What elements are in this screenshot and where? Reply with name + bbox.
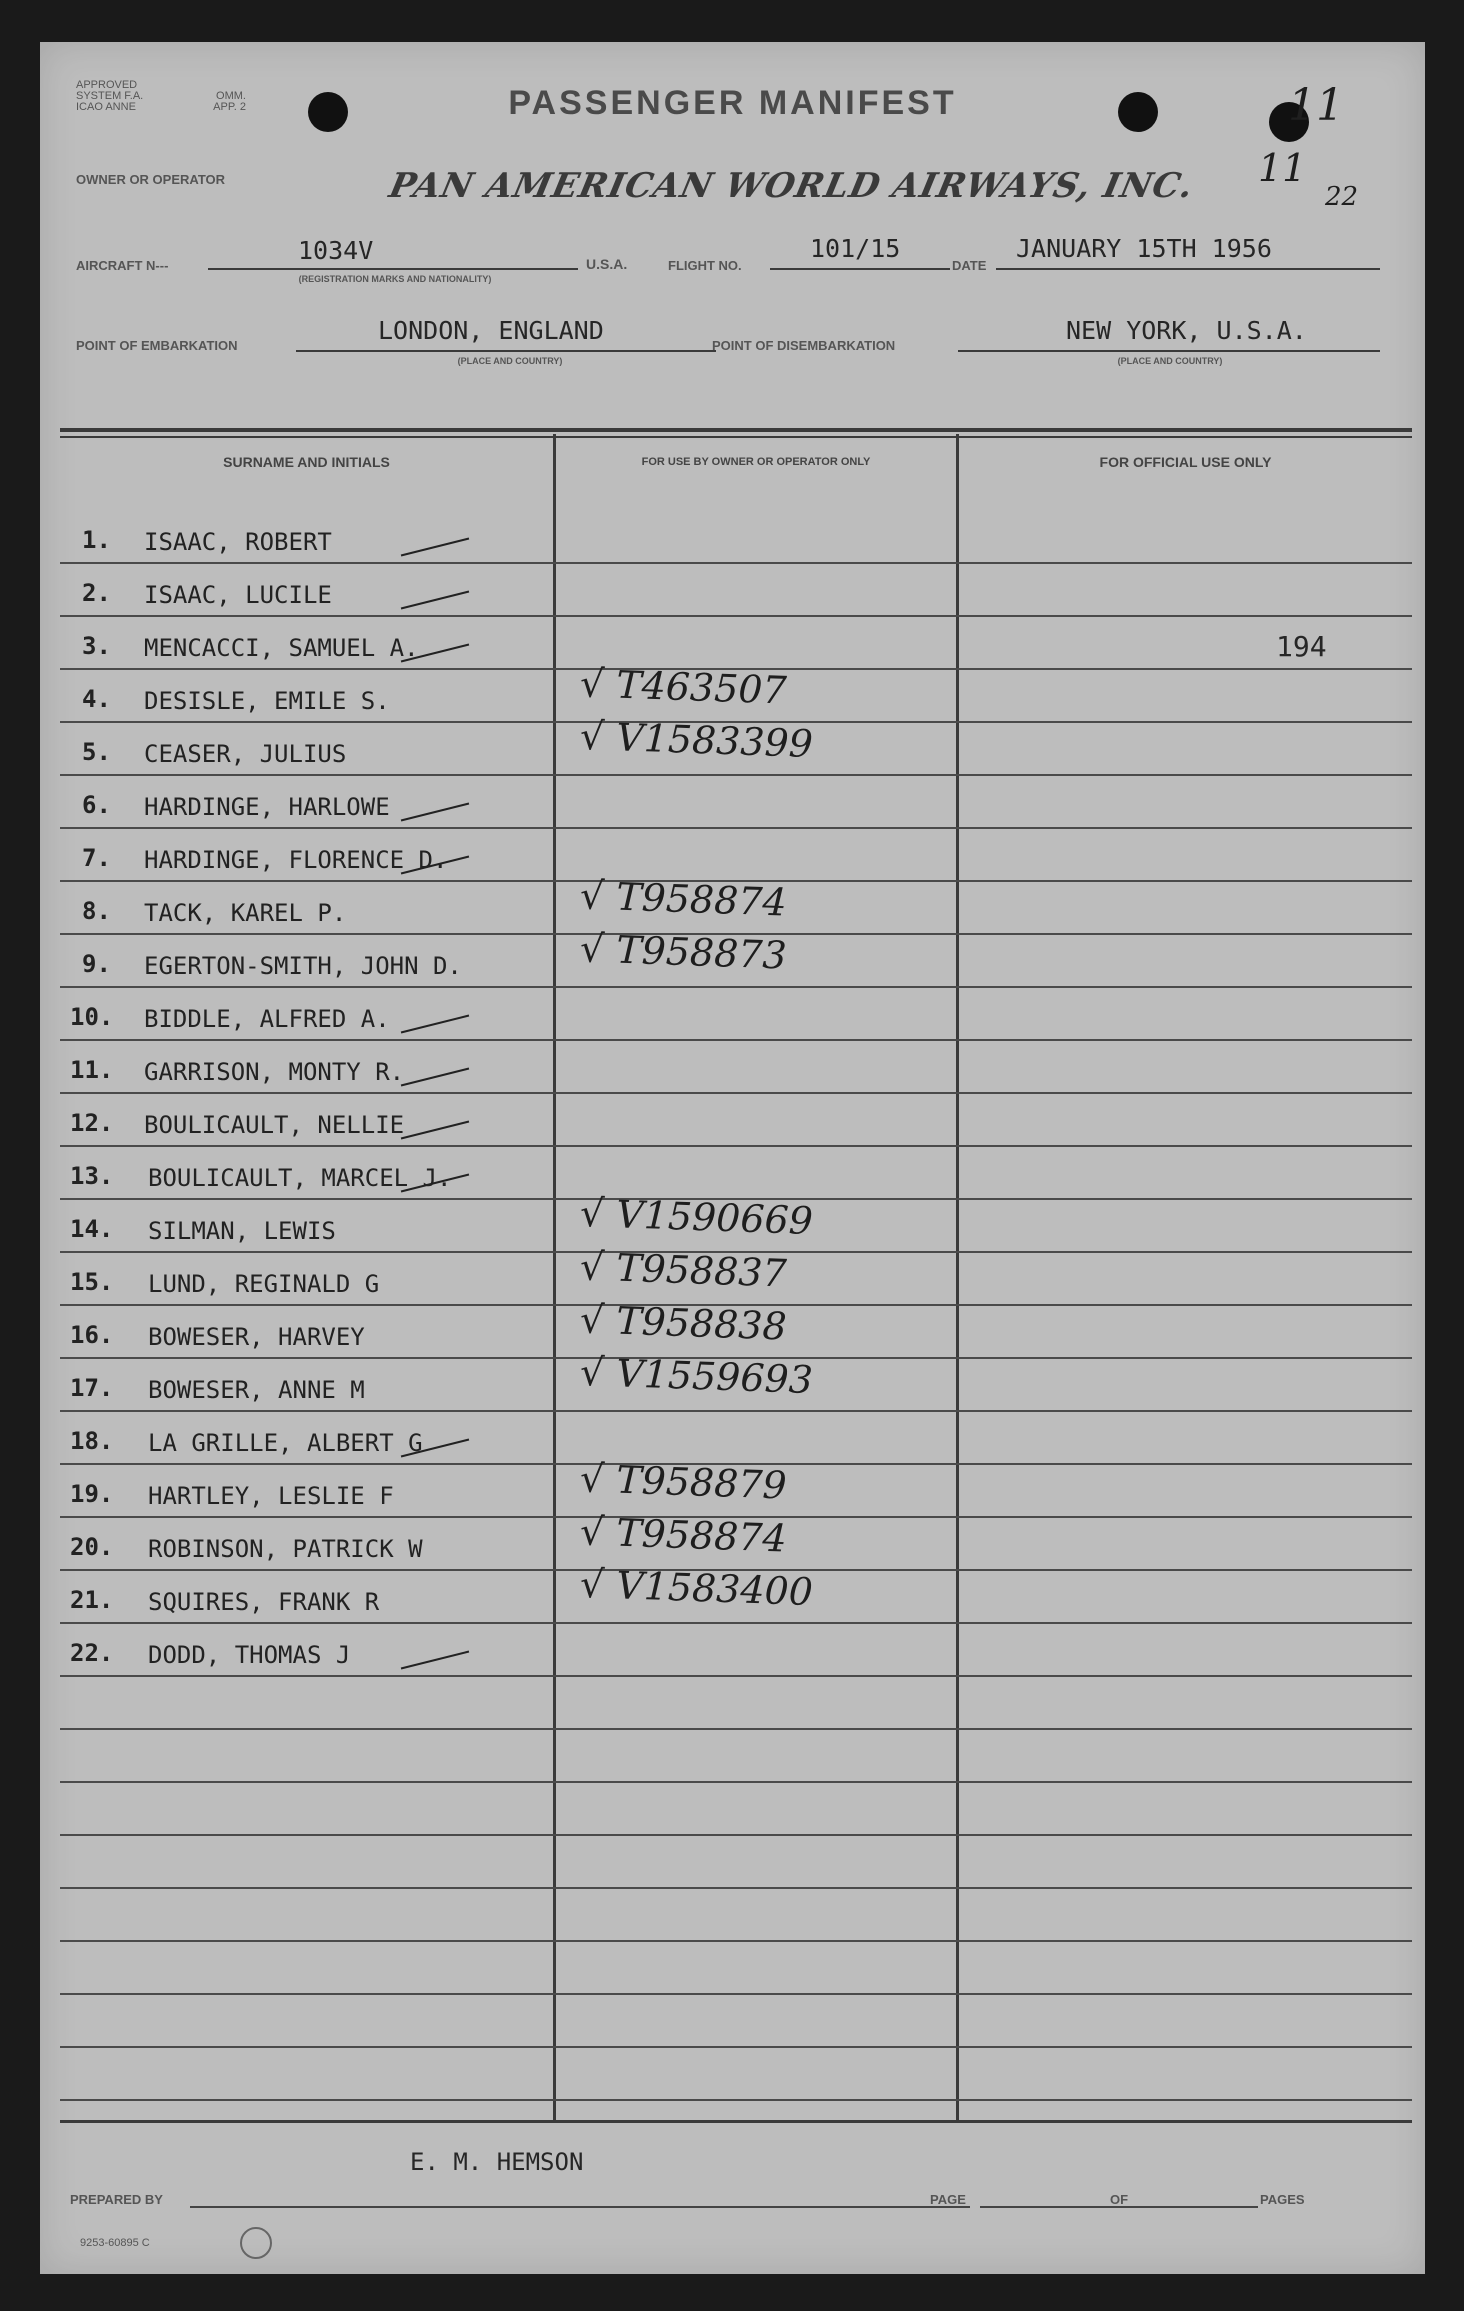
passenger-name: LA GRILLE, ALBERT G bbox=[148, 1429, 423, 1457]
embarkation-caption: (PLACE AND COUNTRY) bbox=[457, 356, 563, 366]
row-rule bbox=[60, 1675, 1412, 1677]
row-number: 11. bbox=[70, 1056, 114, 1084]
row-rule bbox=[60, 1622, 1412, 1624]
check-mark-icon bbox=[401, 803, 469, 822]
corner-mark: 11 bbox=[1288, 80, 1344, 131]
disembarkation-field bbox=[958, 312, 1380, 352]
row-rule bbox=[60, 1993, 1412, 1995]
row-rule bbox=[60, 615, 1412, 617]
of-line bbox=[1140, 2206, 1258, 2208]
approval-line: ICAO ANNE bbox=[76, 101, 136, 113]
column-header-owner: FOR USE BY OWNER OR OPERATOR ONLY bbox=[641, 456, 871, 468]
row-rule bbox=[60, 774, 1412, 776]
row-number: 8. bbox=[82, 897, 111, 925]
row-number: 18. bbox=[70, 1427, 114, 1455]
passenger-name: MENCACCI, SAMUEL A. bbox=[144, 634, 419, 662]
row-number: 15. bbox=[70, 1268, 114, 1296]
row-rule bbox=[60, 986, 1412, 988]
passenger-name: BIDDLE, ALFRED A. bbox=[144, 1005, 390, 1033]
page-title: PASSENGER MANIFEST bbox=[508, 84, 957, 122]
check-mark-icon bbox=[401, 591, 469, 610]
corner-mark: 22 bbox=[1325, 182, 1359, 212]
ticket-number: √ T463507 bbox=[579, 661, 788, 713]
approval-line: OMM. bbox=[216, 90, 246, 102]
date-value: JANUARY 15TH 1956 bbox=[1016, 234, 1272, 263]
ticket-number: √ T958873 bbox=[579, 926, 788, 978]
passenger-name: DESISLE, EMILE S. bbox=[144, 687, 390, 715]
date-label: DATE bbox=[952, 258, 987, 273]
passenger-name: HARTLEY, LESLIE F bbox=[148, 1482, 394, 1510]
row-rule bbox=[60, 1039, 1412, 1041]
table-bottom-rule bbox=[60, 2120, 1412, 2123]
prepared-by-label: PREPARED BY bbox=[70, 2192, 163, 2207]
row-number: 5. bbox=[82, 738, 111, 766]
row-number: 4. bbox=[82, 685, 111, 713]
row-rule bbox=[60, 827, 1412, 829]
page-label: PAGE bbox=[930, 2192, 966, 2207]
passenger-name: EGERTON-SMITH, JOHN D. bbox=[144, 952, 462, 980]
ticket-number: √ V1583400 bbox=[579, 1561, 814, 1615]
row-rule bbox=[60, 1834, 1412, 1836]
row-rule bbox=[60, 1887, 1412, 1889]
row-number: 2. bbox=[82, 579, 111, 607]
passenger-name: DODD, THOMAS J bbox=[148, 1641, 351, 1669]
passenger-name: TACK, KAREL P. bbox=[144, 899, 347, 927]
ticket-number: √ T958879 bbox=[579, 1456, 788, 1508]
registration-caption: (REGISTRATION MARKS AND NATIONALITY) bbox=[298, 274, 492, 284]
row-number: 6. bbox=[82, 791, 111, 819]
passenger-name: GARRISON, MONTY R. bbox=[144, 1058, 405, 1086]
row-number: 22. bbox=[70, 1639, 114, 1667]
owner-label: OWNER OR OPERATOR bbox=[76, 172, 226, 187]
passenger-name: BOULICAULT, MARCEL J. bbox=[148, 1164, 452, 1192]
ticket-number: √ T958838 bbox=[579, 1297, 788, 1349]
passenger-name: BOWESER, ANNE M bbox=[148, 1376, 365, 1404]
row-rule bbox=[60, 2046, 1412, 2048]
approval-line: APPROVED bbox=[76, 79, 138, 91]
check-mark-icon bbox=[401, 538, 469, 557]
approval-line: SYSTEM F.A. bbox=[76, 90, 144, 102]
row-number: 17. bbox=[70, 1374, 114, 1402]
row-number: 16. bbox=[70, 1321, 114, 1349]
row-number: 14. bbox=[70, 1215, 114, 1243]
ticket-number: √ V1583399 bbox=[579, 713, 814, 767]
row-number: 10. bbox=[70, 1003, 114, 1031]
row-rule bbox=[60, 2099, 1412, 2101]
passenger-name: HARDINGE, HARLOWE bbox=[144, 793, 390, 821]
passenger-name: CEASER, JULIUS bbox=[144, 740, 347, 768]
flight-value: 101/15 bbox=[810, 234, 901, 263]
table-top-rule bbox=[60, 428, 1412, 432]
passenger-name: ROBINSON, PATRICK W bbox=[148, 1535, 423, 1563]
ticket-number: √ T958874 bbox=[579, 873, 788, 925]
passenger-name: SILMAN, LEWIS bbox=[148, 1217, 336, 1245]
passenger-name: SQUIRES, FRANK R bbox=[148, 1588, 380, 1616]
check-mark-icon bbox=[401, 1651, 469, 1670]
disembarkation-label: POINT OF DISEMBARKATION bbox=[712, 338, 896, 353]
passenger-name: BOWESER, HARVEY bbox=[148, 1323, 365, 1351]
ticket-number: √ V1590669 bbox=[579, 1190, 814, 1244]
passenger-name: BOULICAULT, NELLIE bbox=[144, 1111, 405, 1139]
row-rule bbox=[60, 562, 1412, 564]
aircraft-value: 1034V bbox=[298, 236, 374, 265]
ticket-number: √ T958837 bbox=[579, 1244, 788, 1296]
union-seal-icon bbox=[240, 2227, 272, 2259]
approval-line: APP. 2 bbox=[213, 101, 246, 113]
airline-name: PAN AMERICAN WORLD AIRWAYS, INC. bbox=[385, 166, 1198, 206]
pages-label: PAGES bbox=[1260, 2192, 1305, 2207]
embarkation-value: LONDON, ENGLAND bbox=[378, 316, 604, 345]
row-rule bbox=[60, 1940, 1412, 1942]
row-number: 12. bbox=[70, 1109, 114, 1137]
column-divider bbox=[553, 434, 556, 2120]
embarkation-field bbox=[296, 312, 716, 352]
flight-label: FLIGHT NO. bbox=[668, 258, 742, 273]
passenger-name: LUND, REGINALD G bbox=[148, 1270, 380, 1298]
column-header-surname: SURNAME AND INITIALS bbox=[223, 454, 390, 470]
check-mark-icon bbox=[401, 1068, 469, 1087]
row-number: 7. bbox=[82, 844, 111, 872]
aircraft-label: AIRCRAFT N--- bbox=[76, 258, 169, 273]
row-rule bbox=[60, 1728, 1412, 1730]
table-top-rule bbox=[60, 436, 1412, 438]
manifest-page bbox=[40, 42, 1425, 2274]
row-rule bbox=[60, 1145, 1412, 1147]
preparer-name: E. M. HEMSON bbox=[410, 2148, 584, 2176]
country-label: U.S.A. bbox=[586, 256, 628, 272]
passenger-name: ISAAC, ROBERT bbox=[144, 528, 332, 556]
of-label: OF bbox=[1110, 2192, 1129, 2207]
official-mark: 194 bbox=[1276, 630, 1327, 663]
corner-mark: 11 bbox=[1258, 146, 1307, 190]
column-header-official: FOR OFFICIAL USE ONLY bbox=[1099, 454, 1272, 470]
passenger-name: HARDINGE, FLORENCE D. bbox=[144, 846, 448, 874]
date-field bbox=[996, 230, 1380, 270]
row-number: 20. bbox=[70, 1533, 114, 1561]
disembarkation-caption: (PLACE AND COUNTRY) bbox=[1117, 356, 1223, 366]
embarkation-label: POINT OF EMBARKATION bbox=[76, 338, 238, 353]
check-mark-icon bbox=[401, 1015, 469, 1034]
row-rule bbox=[60, 1092, 1412, 1094]
passenger-name: ISAAC, LUCILE bbox=[144, 581, 332, 609]
prepared-by-line bbox=[190, 2206, 970, 2208]
disembarkation-value: NEW YORK, U.S.A. bbox=[1066, 316, 1307, 345]
aircraft-field bbox=[208, 230, 578, 270]
ticket-number: √ V1559693 bbox=[579, 1349, 814, 1403]
form-number: 9253-60895 C bbox=[80, 2237, 150, 2249]
row-number: 3. bbox=[82, 632, 111, 660]
ticket-number: √ T958874 bbox=[579, 1509, 788, 1561]
row-number: 19. bbox=[70, 1480, 114, 1508]
row-rule bbox=[60, 1410, 1412, 1412]
column-divider bbox=[956, 434, 959, 2120]
flight-field bbox=[770, 230, 950, 270]
row-number: 21. bbox=[70, 1586, 114, 1614]
row-rule bbox=[60, 1781, 1412, 1783]
row-number: 1. bbox=[82, 526, 111, 554]
row-number: 9. bbox=[82, 950, 111, 978]
row-number: 13. bbox=[70, 1162, 114, 1190]
check-mark-icon bbox=[401, 1121, 469, 1140]
